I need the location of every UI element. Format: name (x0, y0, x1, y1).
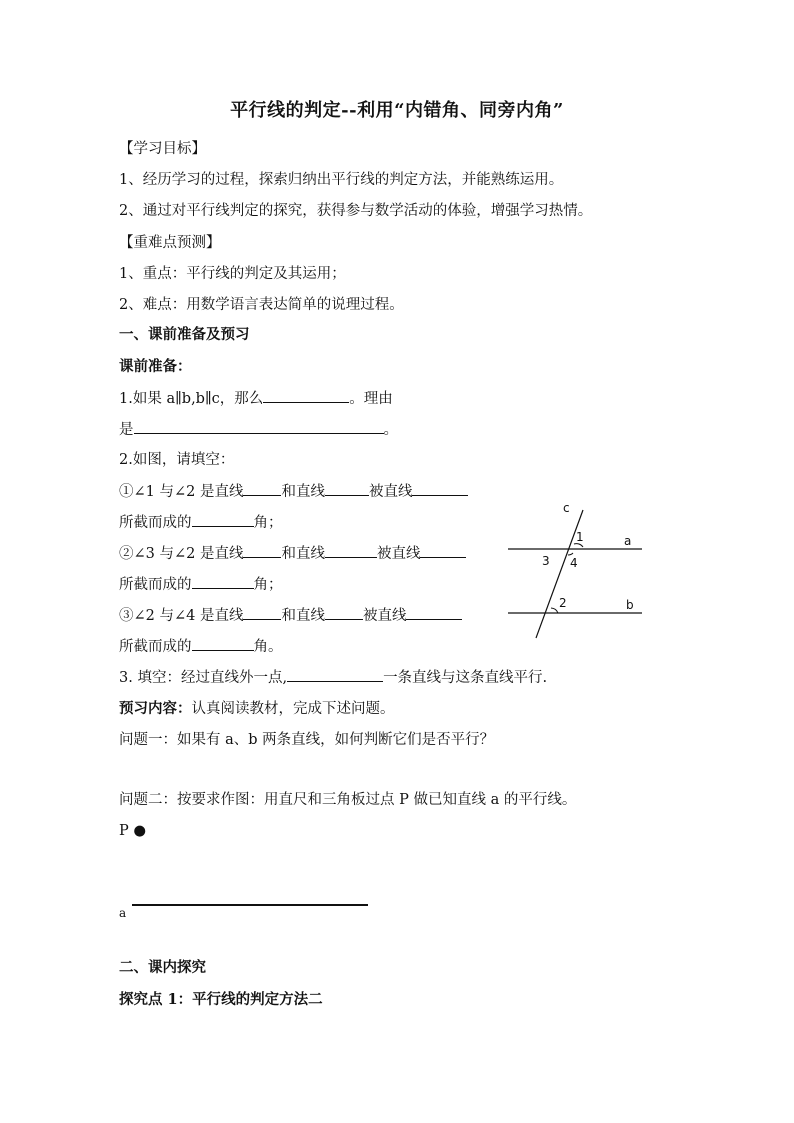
section1-heading: 一、课前准备及预习 (119, 326, 250, 343)
q2-3a: ③∠2 与∠4 是直线 (119, 608, 244, 624)
q1-text-d: 。 (383, 422, 398, 438)
answer-blank[interactable] (263, 388, 349, 403)
q2-item-2-cont (119, 574, 283, 595)
preview-line (119, 699, 395, 719)
question-2: 2.如图，请填空： (119, 452, 235, 468)
problem-2: 问题二：按要求作图：用直尺和三角板过点 P 做已知直线 a 的平行线。 (119, 792, 577, 808)
q2-1a: ①∠1 与∠2 是直线 (119, 484, 244, 500)
answer-blank[interactable] (243, 481, 281, 496)
answer-blank[interactable] (243, 543, 281, 558)
answer-blank[interactable] (325, 543, 377, 558)
goal-item-2: 2、通过对平行线判定的探究，获得参与数学活动的体验，增强学习热情。 (119, 203, 593, 219)
q1-text-a: 1.如果 a∥b,b∥c，那么 (119, 391, 264, 407)
label-b: b (626, 598, 634, 612)
angle-1-arc (574, 544, 583, 547)
q2-2d: 所截而成的 (119, 577, 192, 593)
q2-item-2 (119, 543, 466, 564)
answer-blank[interactable] (192, 574, 254, 589)
q2-2c: 被直线 (376, 546, 421, 562)
q2-item-3 (119, 605, 462, 626)
line-a-label: a (119, 906, 127, 920)
point-p: P ● (119, 823, 147, 839)
answer-blank[interactable] (420, 543, 466, 558)
transversal-figure (500, 495, 650, 645)
explore-point-1: 探究点 1：平行线的判定方法二 (119, 991, 323, 1008)
question-1-line1 (119, 388, 393, 409)
q2-2a: ②∠3 与∠2 是直线 (119, 546, 244, 562)
answer-blank[interactable] (192, 512, 254, 527)
answer-blank[interactable] (325, 481, 369, 496)
answer-blank[interactable] (243, 605, 281, 620)
answer-blank[interactable] (192, 636, 254, 651)
q3-a: 3. 填空：经过直线外一点, (119, 670, 288, 686)
answer-blank[interactable] (325, 605, 363, 620)
section2-heading: 二、课内探究 (119, 959, 206, 976)
answer-blank[interactable] (287, 667, 383, 682)
label-a: a (624, 534, 632, 548)
answer-blank[interactable] (406, 605, 462, 620)
q2-3d: 所截而成的 (119, 639, 192, 655)
prep-heading: 课前准备： (119, 358, 192, 375)
line-a (132, 904, 368, 906)
q2-1c: 被直线 (368, 484, 413, 500)
label-angle-1: 1 (576, 530, 584, 544)
key-point-2: 2、难点：用数学语言表达简单的说理过程。 (119, 297, 404, 313)
q2-item-1 (119, 481, 468, 502)
answer-blank[interactable] (134, 419, 384, 434)
key-points-heading: 【重难点预测】 (119, 235, 221, 251)
q2-3c: 被直线 (362, 608, 407, 624)
q2-1e: 角； (253, 515, 283, 531)
q2-3b: 和直线 (281, 608, 325, 624)
angle-2-arc (551, 608, 558, 613)
problem-1: 问题一：如果有 a、b 两条直线，如何判断它们是否平行？ (119, 732, 495, 748)
q2-1d: 所截而成的 (119, 515, 192, 531)
q2-2e: 角； (253, 577, 283, 593)
q2-item-3-cont (119, 636, 283, 657)
label-angle-4: 4 (570, 556, 578, 570)
q2-item-1-cont (119, 512, 283, 533)
q3-b: 一条直线与这条直线平行. (383, 670, 548, 686)
label-angle-2: 2 (559, 596, 567, 610)
preview-label: 预习内容： (119, 700, 192, 717)
goals-heading: 【学习目标】 (119, 141, 206, 157)
q2-1b: 和直线 (281, 484, 325, 500)
q1-text-c: 是 (119, 422, 134, 438)
goal-item-1: 1、经历学习的过程，探索归纳出平行线的判定方法，并能熟练运用。 (119, 172, 564, 188)
preview-text: 认真阅读教材，完成下述问题。 (191, 701, 395, 717)
q1-text-b: 。理由 (349, 391, 393, 407)
page-title: 平行线的判定--利用“内错角、同旁内角” (230, 100, 564, 121)
label-c: c (563, 501, 570, 515)
angle-4-arc (568, 553, 573, 555)
label-angle-3: 3 (542, 554, 550, 568)
question-3 (119, 667, 547, 688)
q2-2b: 和直线 (281, 546, 325, 562)
question-1-line2 (119, 419, 398, 440)
q2-3e: 角。 (253, 639, 283, 655)
key-point-1: 1、重点：平行线的判定及其运用； (119, 266, 346, 282)
answer-blank[interactable] (412, 481, 468, 496)
